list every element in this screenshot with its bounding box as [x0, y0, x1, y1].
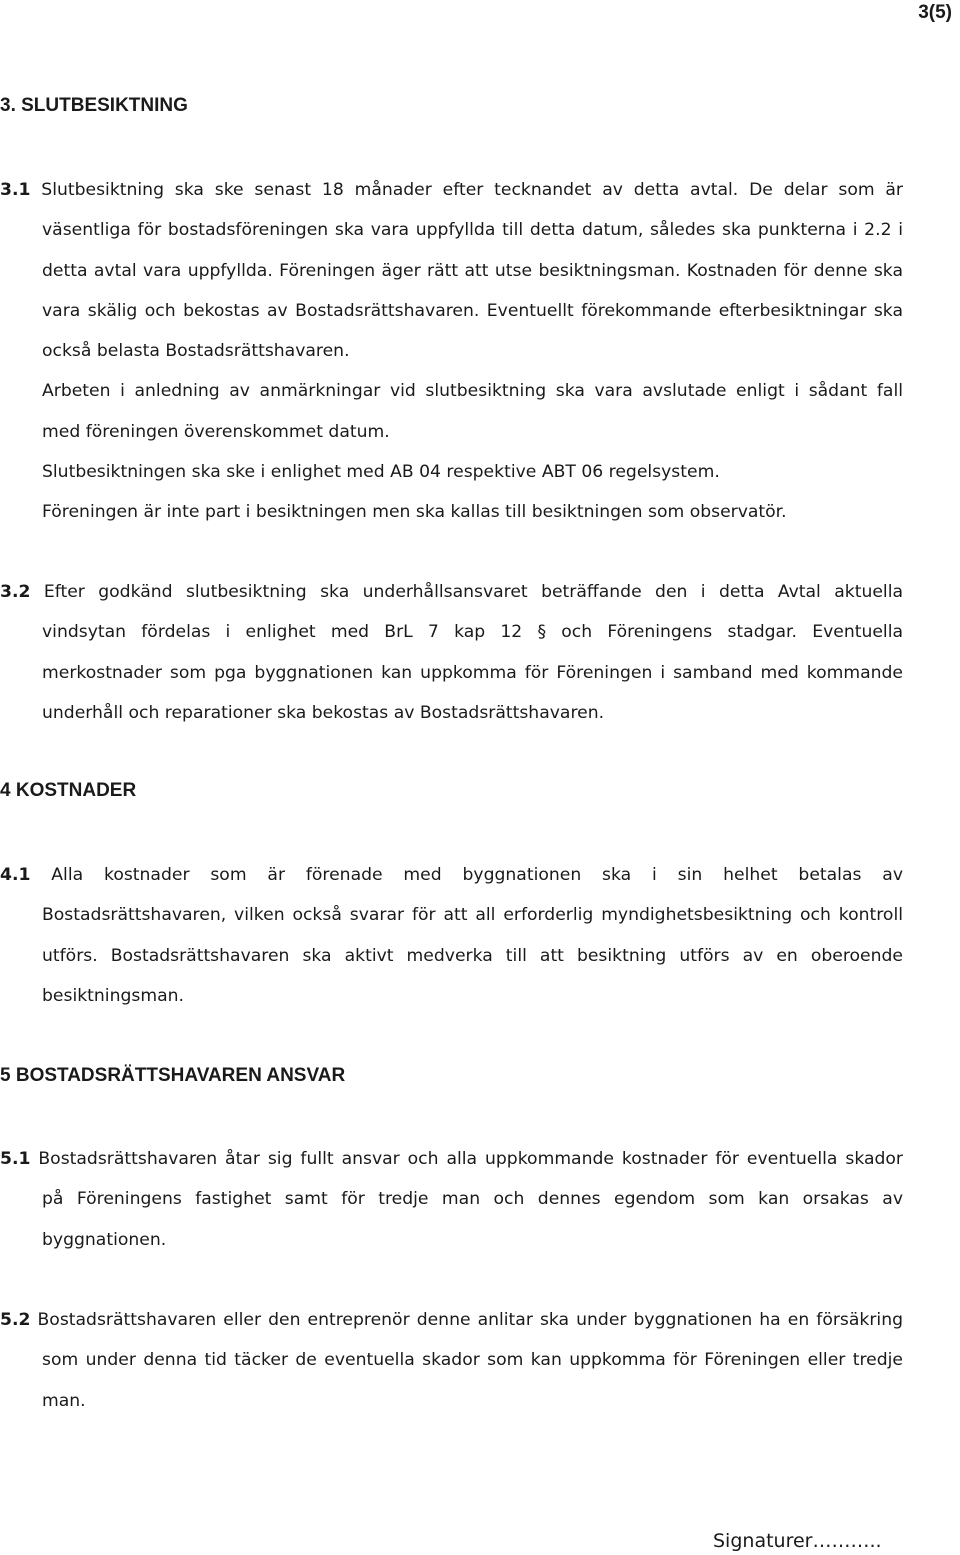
paragraph-4-1 [0, 855, 903, 1016]
text-line: utförs. Bostadsrättshavaren ska aktivt medverka till att besiktning utförs av en oberoende [42, 945, 903, 966]
section-heading-ansvar: 5 BOSTADSRÄTTSHAVAREN ANSVAR [0, 1065, 346, 1086]
text-line: Arbeten i anledning av anmärkningar vid slutbesiktning ska vara avslutade enligt i sådant fall [42, 381, 903, 402]
paragraph-5-1 [0, 1139, 903, 1260]
section-heading-slutbesiktning: 3. SLUTBESIKTNING [0, 95, 188, 116]
paragraph-number: 5.1 [0, 1149, 31, 1169]
text-line: på Föreningens fastighet samt för tredje man och dennes egendom som kan orsakas av [42, 1189, 903, 1210]
text-line: vindsytan fördelas i enlighet med BrL 7 kap 12 § och Föreningens stadgar. Eventuella [42, 622, 903, 643]
text-line: Alla kostnader som är förenade med byggnationen ska i sin helhet betalas av [51, 865, 903, 885]
text-line: som under denna tid täcker de eventuella skador som kan uppkomma för Föreningen eller tredje [42, 1350, 903, 1371]
paragraph-number: 4.1 [0, 865, 31, 885]
text-line: med föreningen överenskommet datum. [42, 421, 390, 442]
text-line: Slutbesiktningen ska ske i enlighet med AB 04 respektive ABT 06 regelsystem. [42, 462, 720, 483]
text-line: Föreningen är inte part i besiktningen men ska kallas till besiktningen som observatör. [42, 502, 787, 523]
text-line: Bostadsrättshavaren, vilken också svarar för att all erforderlig myndighetsbesiktning och kontroll [42, 905, 903, 926]
paragraph-number: 3.1 [0, 180, 31, 200]
text-line: besiktningsman. [42, 985, 184, 1006]
paragraph-number: 3.2 [0, 582, 31, 602]
text-line: Bostadsrättshavaren eller den entreprenör denne anlitar ska under byggnationen ha en försäkring [37, 1310, 903, 1330]
section-heading-kostnader: 4 KOSTNADER [0, 780, 137, 801]
text-line: också belasta Bostadsrättshavaren. [42, 341, 350, 362]
text-line: väsentliga för bostadsföreningen ska vara uppfyllda till detta datum, således ska punkterna i 2.2 i [42, 220, 903, 241]
text-line: Bostadsrättshavaren åtar sig fullt ansvar och alla uppkommande kostnader för eventuella skador [38, 1149, 903, 1169]
paragraph-3-1 [0, 170, 903, 533]
text-line: detta avtal vara uppfyllda. Föreningen äger rätt att utse besiktningsman. Kostnaden för denne ska [42, 260, 903, 281]
text-line: byggnationen. [42, 1229, 167, 1250]
signature-line: Signaturer……….. [713, 1530, 882, 1552]
paragraph-3-2 [0, 572, 903, 733]
text-line: underhåll och reparationer ska bekostas av Bostadsrättshavaren. [42, 702, 605, 723]
text-line: merkostnader som pga byggnationen kan uppkomma för Föreningen i samband med kommande [42, 662, 903, 683]
paragraph-number: 5.2 [0, 1310, 31, 1330]
text-line: man. [42, 1390, 86, 1411]
text-line: Efter godkänd slutbesiktning ska underhållsansvaret beträffande den i detta Avtal aktuella [43, 582, 904, 602]
page-number: 3(5) [918, 2, 952, 23]
paragraph-5-2 [0, 1300, 903, 1421]
text-line: Slutbesiktning ska ske senast 18 månader efter tecknandet av detta avtal. De delar som är [41, 180, 903, 200]
text-line: vara skälig och bekostas av Bostadsrättshavaren. Eventuellt förekommande efterbesiktningar ska [42, 300, 903, 321]
